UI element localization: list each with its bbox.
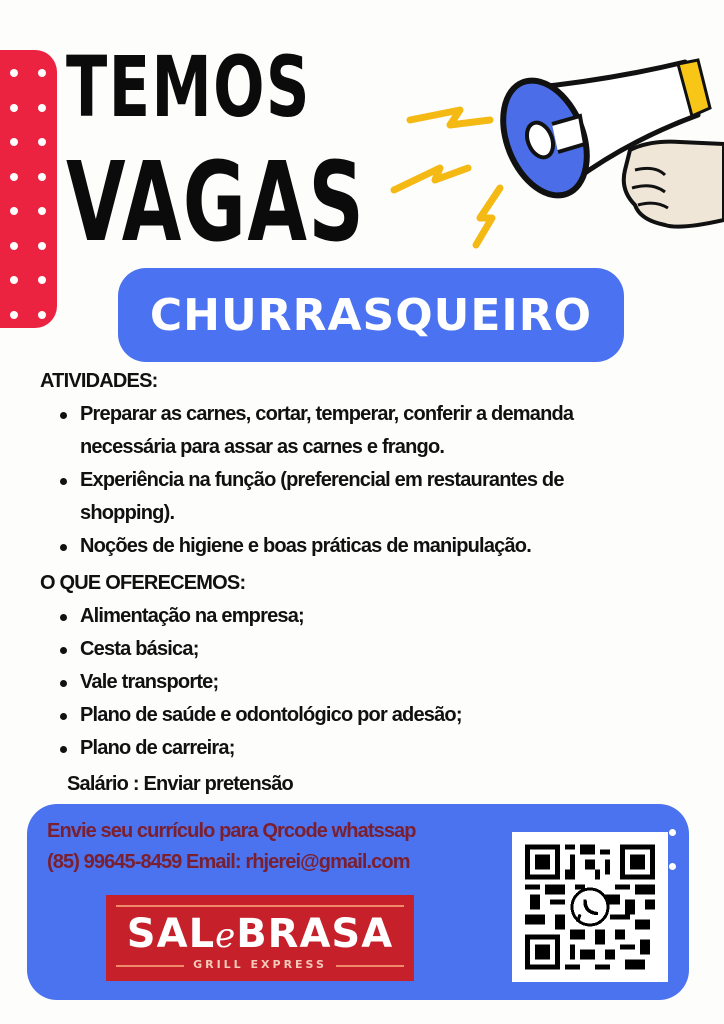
decorative-dot <box>10 69 18 77</box>
decorative-dot <box>10 173 18 181</box>
salebrasa-logo <box>106 895 414 981</box>
decorative-dot <box>38 276 46 284</box>
qr-code-icon <box>525 844 655 970</box>
logo-rule <box>336 965 404 967</box>
offer-item: Vale transporte; <box>58 666 462 699</box>
activity-item: Experiência na função (preferencial em restaurantes de shopping). <box>58 464 573 530</box>
decorative-dot <box>10 104 18 112</box>
logo-subtitle: GRILL EXPRESS <box>193 958 327 971</box>
decorative-dot <box>38 311 46 319</box>
salary-text: Salário : Enviar pretensão <box>67 773 293 795</box>
logo-brand: SALeBRASA <box>126 911 394 957</box>
activity-item: Preparar as carnes, cortar, temperar, conferir a demanda necessária para assar as carnes e frango. <box>58 398 573 464</box>
offer-item: Plano de saúde e odontológico por adesão; <box>58 699 462 732</box>
decorative-dot <box>38 138 46 146</box>
offers-heading: O QUE OFERECEMOS: <box>40 572 246 594</box>
megaphone-icon <box>380 40 724 260</box>
red-dotted-bar <box>0 50 57 328</box>
decorative-dot <box>38 207 46 215</box>
activities-heading: ATIVIDADES: <box>40 370 158 392</box>
offer-item: Alimentação na empresa; <box>58 600 462 633</box>
contact-instructions: Envie seu currículo para Qrcode whatssap <box>47 820 416 842</box>
offer-item: Plano de carreira; <box>58 732 462 765</box>
activities-list <box>58 398 573 563</box>
role-banner <box>118 268 624 362</box>
whatsapp-qr-code[interactable] <box>512 832 668 982</box>
decorative-dot <box>10 207 18 215</box>
decorative-dot <box>38 104 46 112</box>
headline-vagas: VAGAS <box>66 138 366 266</box>
contact-phone-email[interactable]: (85) 99645-8459 Email: rhjerei@gmail.com <box>47 851 410 873</box>
role-title: CHURRASQUEIRO <box>149 289 593 341</box>
decorative-dot <box>10 276 18 284</box>
headline-temos: TEMOS <box>66 38 311 136</box>
decorative-dot <box>669 829 676 836</box>
decorative-dot <box>38 173 46 181</box>
decorative-dot <box>669 863 676 870</box>
offers-list <box>58 600 462 765</box>
logo-rule <box>116 905 404 907</box>
decorative-dot <box>38 69 46 77</box>
activity-item: Noções de higiene e boas práticas de manipulação. <box>58 530 573 563</box>
decorative-dot <box>10 242 18 250</box>
decorative-dot <box>10 138 18 146</box>
offer-item: Cesta básica; <box>58 633 462 666</box>
decorative-dot <box>10 311 18 319</box>
decorative-dot <box>38 242 46 250</box>
